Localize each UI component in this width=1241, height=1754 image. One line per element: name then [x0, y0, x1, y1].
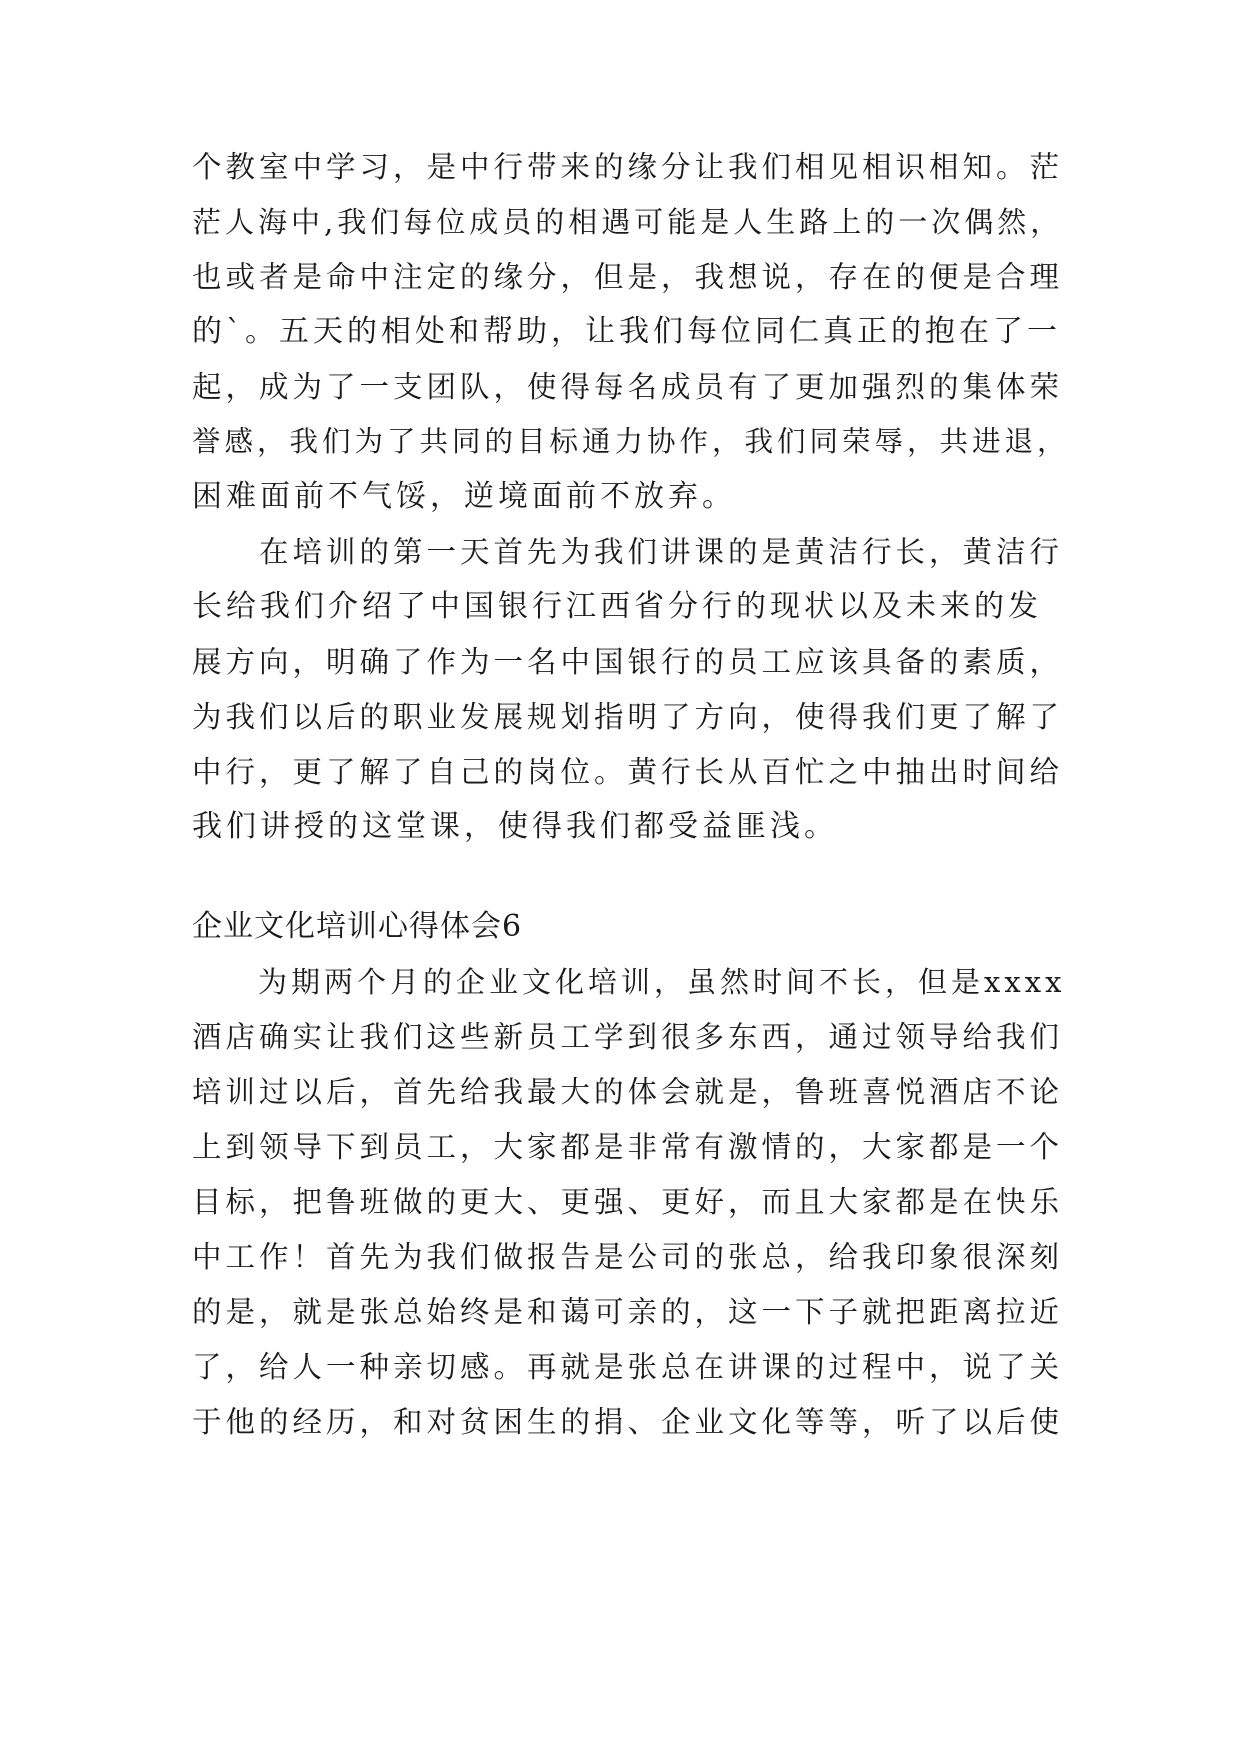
- paragraph-line: 上到领导下到员工，大家都是非常有激情的，大家都是一个: [192, 1130, 1064, 1164]
- paragraph-line: 为我们以后的职业发展规划指明了方向，使得我们更了解了: [192, 700, 1064, 734]
- paragraph-line: 在培训的第一天首先为我们讲课的是黄洁行长，黄洁行: [192, 535, 1064, 569]
- paragraph-line: 培训过以后，首先给我最大的体会就是，鲁班喜悦酒店不论: [192, 1075, 1064, 1109]
- paragraph-line: 长给我们介绍了中国银行江西省分行的现状以及未来的发: [192, 589, 1042, 624]
- paragraph-line: 的是，就是张总始终是和蔼可亲的，这一下子就把距离拉近: [192, 1295, 1064, 1329]
- paragraph-line: 为期两个月的企业文化培训，虽然时间不长，但是xxxx: [192, 965, 1066, 999]
- paragraph-line: 起，成为了一支团队，使得每名成员有了更加强烈的集体荣: [192, 370, 1064, 404]
- section-heading: 企业文化培训心得体会6: [192, 909, 523, 944]
- paragraph-line: 酒店确实让我们这些新员工学到很多东西，通过领导给我们: [192, 1020, 1064, 1054]
- paragraph-line: 了，给人一种亲切感。再就是张总在讲课的过程中，说了关: [192, 1350, 1064, 1384]
- paragraph-line: 的`。五天的相处和帮助，让我们每位同仁真正的抱在了一: [192, 314, 1061, 349]
- paragraph-line: 困难面前不气馁，逆境面前不放弃。: [192, 479, 736, 514]
- paragraph-line: 中行，更了解了自己的岗位。黄行长从百忙之中抽出时间给: [192, 755, 1064, 789]
- paragraph-line: 我们讲授的这堂课，使得我们都受益匪浅。: [192, 809, 838, 844]
- paragraph-line: 展方向，明确了作为一名中国银行的员工应该具备的素质，: [192, 645, 1064, 679]
- paragraph-line: 目标，把鲁班做的更大、更强、更好，而且大家都是在快乐: [192, 1185, 1064, 1219]
- paragraph-line: 于他的经历，和对贫困生的捐、企业文化等等，听了以后使: [192, 1405, 1064, 1439]
- paragraph-line: 茫人海中,我们每位成员的相遇可能是人生路上的一次偶然，: [192, 205, 1064, 239]
- paragraph-line: 个教室中学习，是中行带来的缘分让我们相见相识相知。茫: [192, 150, 1064, 184]
- paragraph-line: 誉感，我们为了共同的目标通力协作，我们同荣辱，共进退，: [192, 425, 1070, 458]
- paragraph-line: 也或者是命中注定的缘分，但是，我想说，存在的便是合理: [192, 260, 1064, 294]
- paragraph-line: 中工作！首先为我们做报告是公司的张总，给我印象很深刻: [192, 1240, 1064, 1274]
